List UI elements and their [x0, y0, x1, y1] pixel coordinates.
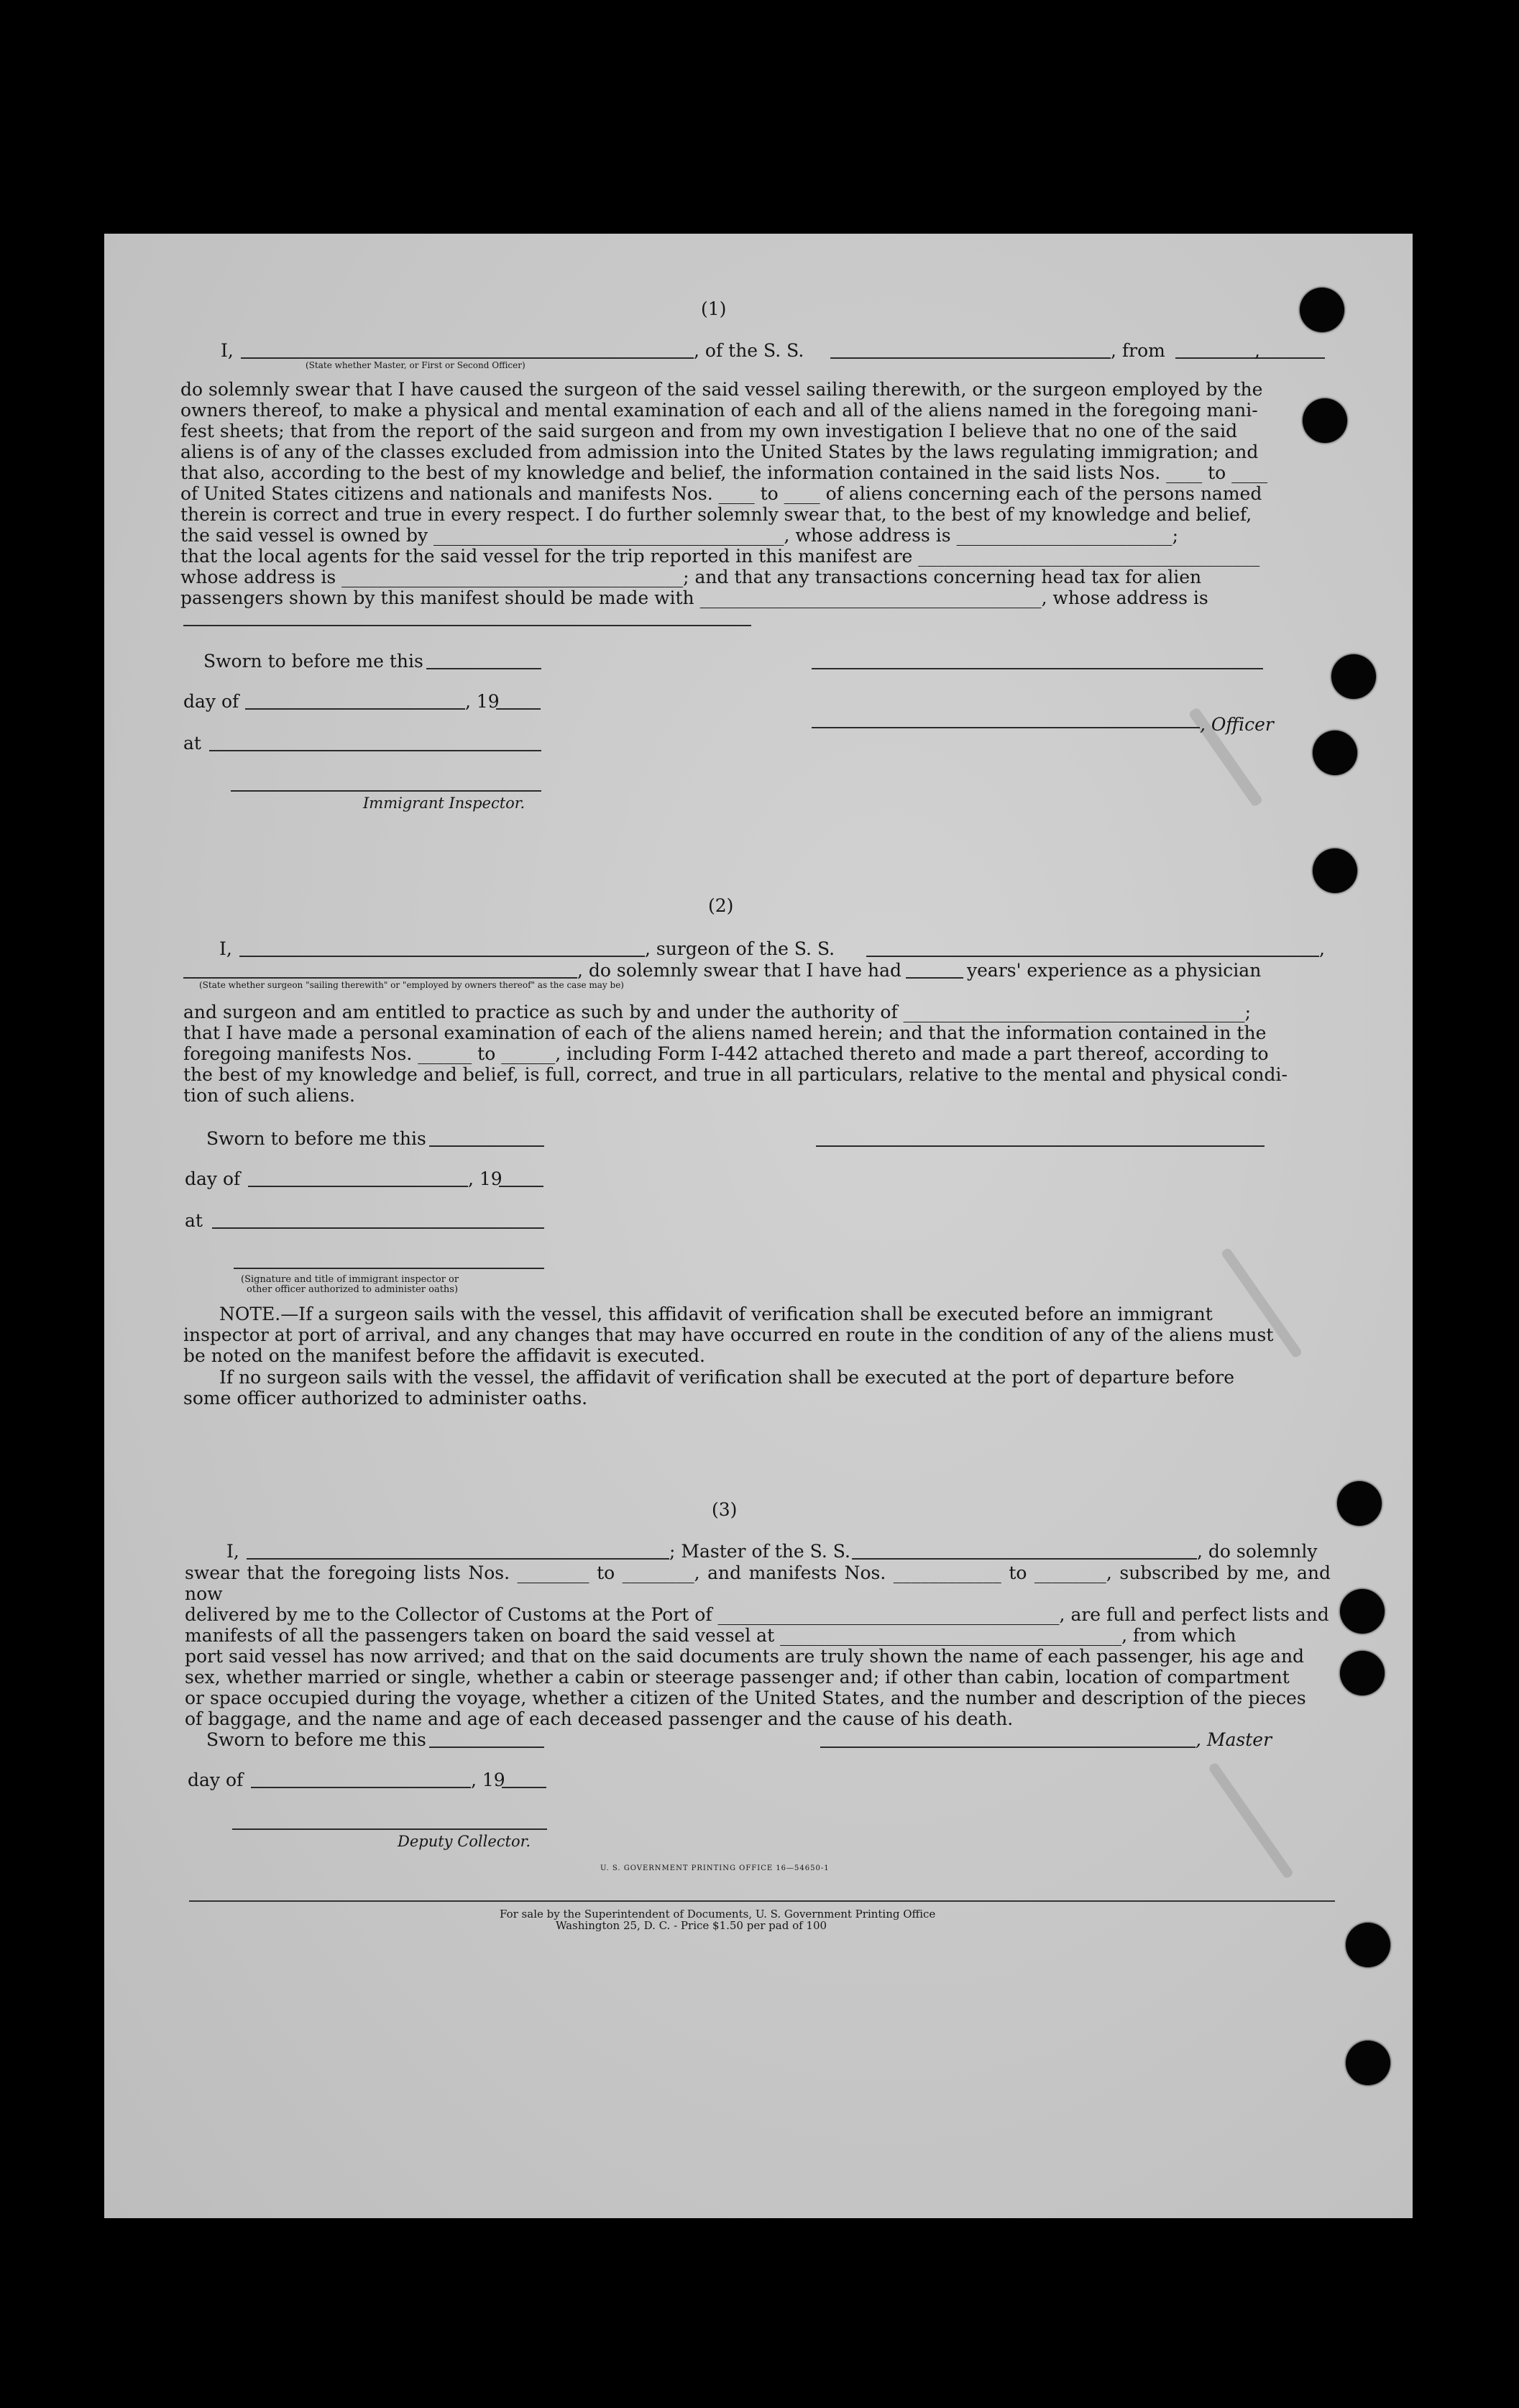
year-field-2[interactable]: [499, 1186, 543, 1187]
master-label: , Master: [1196, 1729, 1272, 1750]
at-label-2: at: [185, 1210, 203, 1231]
day-of-label-3: day of: [188, 1770, 244, 1790]
section-2-number: (2): [708, 895, 734, 916]
sworn-date-field-3[interactable]: [429, 1747, 544, 1748]
section-1-line: passengers shown by this manifest should be made with ______________________________________, whose address is: [180, 587, 1208, 608]
master-hint: (State whether Master, or First or Second Officer): [306, 360, 526, 370]
signature-hint-2: other officer authorized to administer oaths): [247, 1284, 459, 1295]
surgeon-type-field[interactable]: [183, 977, 577, 979]
note-paragraph-2: [183, 1367, 1329, 1409]
section-1-line: of United States citizens and nationals and manifests Nos. ____ to ____ of aliens concerning each of the persons named: [180, 483, 1262, 504]
day-of-field-2[interactable]: [248, 1186, 468, 1187]
section-2-line-2-text: , do solemnly swear that I have had: [577, 960, 902, 981]
binder-hole: [1340, 1651, 1385, 1695]
day-of-label-2: day of: [185, 1168, 241, 1189]
inspector-label: Immigrant Inspector.: [363, 795, 526, 812]
section-1-line: the said vessel is owned by _______________________________________, whose address is ________________________;: [180, 525, 1179, 546]
section-1-paragraph: [180, 379, 1326, 608]
sale-line-2: Washington 25, D. C. - Price $1.50 per pad of 100: [556, 1919, 827, 1932]
binder-hole: [1300, 288, 1344, 332]
note-line: If no surgeon sails with the vessel, the affidavit of verification shall be executed at the port of departure before: [219, 1367, 1234, 1388]
at-field-1[interactable]: [209, 750, 541, 751]
inspector-signature-field[interactable]: [231, 790, 541, 792]
section-1-line-1-from: , from: [1111, 340, 1165, 361]
sale-line-1: For sale by the Superintendent of Documents, U. S. Government Printing Office: [500, 1908, 936, 1921]
year-field-1[interactable]: [496, 708, 541, 710]
officer-signature-field[interactable]: [812, 727, 1200, 728]
binder-hole: [1331, 654, 1376, 699]
binder-hole: [1313, 848, 1357, 893]
day-of-field-3[interactable]: [251, 1787, 471, 1788]
year-field-3[interactable]: [502, 1787, 546, 1788]
section-3-paragraph: [185, 1562, 1331, 1729]
day-of-label-1: day of: [183, 691, 239, 712]
section-1-line-1-of: , of the S. S.: [694, 340, 804, 361]
binder-hole: [1346, 1923, 1390, 1967]
sworn-date-field-1[interactable]: [426, 668, 541, 669]
binder-hole: [1337, 1481, 1382, 1526]
at-field-2[interactable]: [212, 1227, 544, 1229]
master-signature-field[interactable]: [820, 1747, 1196, 1748]
section-3-line: of baggage, and the name and age of each deceased passenger and the cause of his death.: [185, 1708, 1014, 1729]
surgeon-hint: (State whether surgeon "sailing therewith" or "employed by owners thereof" as the case may be): [199, 980, 624, 990]
section-1-line: aliens is of any of the classes excluded from admission into the United States by the laws regulating immigration; and: [180, 441, 1259, 462]
years-experience-field[interactable]: [906, 977, 963, 979]
section-1-line-1-end: ,: [1254, 340, 1260, 361]
section-1-line: that the local agents for the said vessel for the trip reported in this manifest are ______________________________________: [180, 546, 1260, 567]
section-2-line: tion of such aliens.: [183, 1085, 355, 1106]
deputy-signature-field[interactable]: [232, 1828, 547, 1830]
section-3-line: or space occupied during the voyage, whether a citizen of the United States, and the number and description of the pieces: [185, 1688, 1306, 1708]
year-label-3: , 19: [471, 1770, 505, 1790]
officer-label: , Officer: [1200, 714, 1274, 735]
form-page: [104, 234, 1413, 2218]
section-3-number: (3): [712, 1499, 738, 1520]
section-2-line-1-end: ,: [1319, 938, 1325, 959]
section-2-line: that I have made a personal examination of each of the aliens named herein; and that the information contained in the: [183, 1022, 1267, 1043]
note-line: be noted on the manifest before the affidavit is executed.: [183, 1345, 705, 1366]
section-3-line: sex, whether married or single, whether a cabin or steerage passenger and; if other than cabin, location of compartment: [185, 1667, 1290, 1688]
section-2-paragraph: [183, 1002, 1329, 1106]
address-field[interactable]: [183, 625, 751, 626]
section-3-line: swear that the foregoing lists Nos. ________ to ________, and manifests Nos. ____________ to ________, subscribed by me, and now: [185, 1562, 1331, 1604]
section-2-line: foregoing manifests Nos. ______ to ______, including Form I-442 attached thereto and made a part thereof, according to: [183, 1043, 1269, 1064]
section-1-line: owners thereof, to make a physical and mental examination of each and all of the aliens named in the foregoing mani-: [180, 400, 1258, 421]
binder-hole: [1340, 1589, 1385, 1634]
section-1-number: (1): [701, 298, 727, 319]
section-2-line: and surgeon and am entitled to practice as such by and under the authority of ______________________________________;: [183, 1002, 1252, 1022]
surgeon-vessel-field[interactable]: [866, 956, 1319, 957]
section-3-master-name-field[interactable]: [247, 1558, 669, 1560]
section-1-line: therein is correct and true in every respect. I do further solemnly swear that, to the best of my knowledge and belief,: [180, 504, 1252, 525]
section-3-line: manifests of all the passengers taken on board the said vessel at ______________________________________, from which: [185, 1625, 1236, 1646]
surgeon-signature-field[interactable]: [816, 1145, 1265, 1147]
master-name-field[interactable]: [241, 357, 694, 359]
section-2-line-2-years: years' experience as a physician: [967, 960, 1262, 981]
sworn-label-3: Sworn to before me this: [206, 1729, 426, 1750]
footer-rule: [189, 1900, 1335, 1902]
section-1-line: that also, according to the best of my knowledge and belief, the information contained in the said lists Nos. ____ to ____: [180, 462, 1268, 483]
section-1-line: do solemnly swear that I have caused the surgeon of the said vessel sailing therewith, or the surgeon employed by the: [180, 379, 1263, 400]
binder-hole: [1346, 2041, 1390, 2085]
section-2-line-1-surgeon: , surgeon of the S. S.: [645, 938, 835, 959]
vessel-name-field[interactable]: [830, 357, 1111, 359]
section-1-line: fest sheets; that from the report of the said surgeon and from my own investigation I believe that no one of the said: [180, 421, 1238, 441]
officer-signature-line-top[interactable]: [812, 668, 1263, 669]
from-port-field[interactable]: [1175, 357, 1325, 359]
binder-hole: [1303, 398, 1347, 443]
section-1-line: whose address is ______________________________________; and that any transactions concerning head tax for alien: [180, 567, 1202, 587]
section-2-line-1-i: I,: [219, 938, 232, 959]
year-label-2: , 19: [468, 1168, 502, 1189]
section-3-vessel-field[interactable]: [852, 1558, 1197, 1560]
sworn-label-1: Sworn to before me this: [203, 651, 423, 672]
section-3-line: port said vessel has now arrived; and that on the said documents are truly shown the name of each passenger, his age and: [185, 1646, 1305, 1667]
surgeon-name-field[interactable]: [239, 956, 645, 957]
section-3-line-1-i: I,: [226, 1541, 239, 1562]
section-3-line-1-end: , do solemnly: [1197, 1541, 1318, 1562]
sworn-label-2: Sworn to before me this: [206, 1128, 426, 1149]
gpo-imprint: U. S. GOVERNMENT PRINTING OFFICE 16—54650-1: [600, 1864, 830, 1872]
deputy-label: Deputy Collector.: [398, 1833, 531, 1850]
sworn-date-field-2[interactable]: [429, 1145, 544, 1147]
note-paragraph-1: [183, 1304, 1329, 1366]
oath-officer-signature-field[interactable]: [234, 1268, 544, 1269]
section-3-line: delivered by me to the Collector of Customs at the Port of ______________________________________, are full and perfect lists and: [185, 1604, 1329, 1625]
note-line: inspector at port of arrival, and any changes that may have occurred en route in the condition of any of the aliens must: [183, 1324, 1274, 1345]
day-of-field-1[interactable]: [245, 708, 465, 710]
section-3-line-1-master: ; Master of the S. S.: [669, 1541, 850, 1562]
signature-hint-1: (Signature and title of immigrant inspector or: [241, 1274, 459, 1285]
at-label-1: at: [183, 733, 201, 754]
show-through-mark: [1208, 1762, 1294, 1880]
binder-hole: [1313, 731, 1357, 775]
note-line: NOTE.—If a surgeon sails with the vessel, this affidavit of verification shall be executed before an immigrant: [219, 1304, 1213, 1324]
year-label-1: , 19: [465, 691, 500, 712]
note-line: some officer authorized to administer oaths.: [183, 1388, 588, 1409]
section-1-line-1-i: I,: [221, 340, 234, 361]
section-2-line: the best of my knowledge and belief, is full, correct, and true in all particulars, relative to the mental and physical condi-: [183, 1064, 1288, 1085]
